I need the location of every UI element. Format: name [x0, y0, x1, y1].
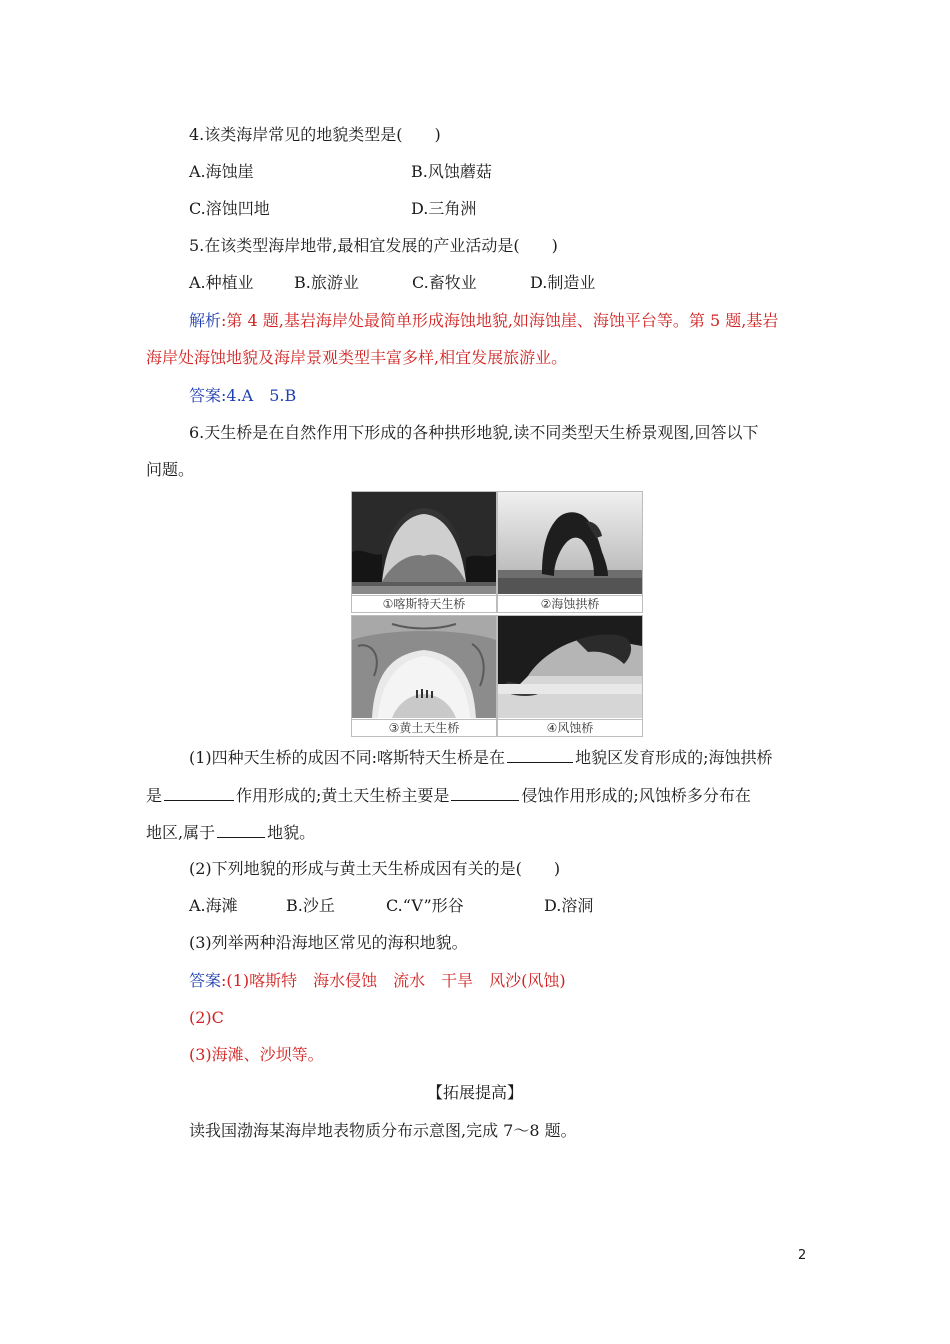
q4-stem: 4.该类海岸常见的地貌类型是( ): [189, 125, 441, 144]
q4-options-row2: [189, 198, 476, 220]
analysis-line2: 海岸处海蚀地貌及海岸景观类型丰富多样,相宜发展旅游业。: [146, 348, 568, 367]
natural-bridge-figure: [351, 491, 644, 736]
q5-option-d: D.制造业: [530, 273, 596, 292]
q6-sub2-stem: (2)下列地貌的形成与黄土天生桥成因有关的是( ): [189, 859, 561, 878]
q4-options-row1: [189, 161, 492, 183]
blank-2[interactable]: [164, 784, 234, 801]
q6-sub3-stem: (3)列举两种沿海地区常见的海积地貌。: [189, 933, 468, 952]
q6-sub1-part3: 是: [146, 786, 163, 805]
q6-answer-text-1: :(1)喀斯特 海水侵蚀 流水 干旱 风沙(风蚀): [221, 971, 566, 990]
q6-sub1-line2: [146, 784, 751, 807]
figure-caption-karst: ①喀斯特天生桥: [352, 595, 496, 613]
intro-7-8: 读我国渤海某海岸地表物质分布示意图,完成 7～8 题。: [189, 1121, 577, 1140]
q6-sub1-part5: 侵蚀作用形成的;风蚀桥多分布在: [521, 786, 751, 805]
q4-option-b: B.风蚀蘑菇: [411, 162, 492, 181]
blank-1[interactable]: [507, 746, 573, 763]
q5-options: [189, 272, 595, 294]
q6-sub2-option-d: D.溶洞: [544, 896, 594, 915]
q6-sub2-option-c: C.“V”形谷: [386, 896, 464, 915]
analysis-text-1: :第 4 题,基岩海岸处最简单形成海蚀地貌,如海蚀崖、海蚀平台等。第 5 题,基岩: [221, 311, 779, 330]
q6-sub1-part4: 作用形成的;黄土天生桥主要是: [236, 786, 450, 805]
analysis-line1: [189, 310, 778, 332]
q6-sub2-options: [189, 895, 593, 917]
q6-sub1-part1: (1)四种天生桥的成因不同:喀斯特天生桥是在: [189, 748, 506, 767]
q6-answer-line3: (3)海滩、沙坝等。: [189, 1045, 324, 1064]
q6-sub1-part6: 地区,属于: [146, 823, 216, 842]
answer-45-label: 答案: [189, 386, 222, 405]
q5-option-c: C.畜牧业: [412, 273, 477, 292]
figure-panel-loess: [351, 615, 497, 737]
q4-option-d: D.三角洲: [411, 199, 477, 218]
page-number: 2: [798, 1248, 807, 1263]
q5-option-b: B.旅游业: [294, 273, 359, 292]
q6-sub1-line3: [146, 821, 315, 844]
karst-bridge-photo: [352, 492, 496, 594]
q6-sub2-option-b: B.沙丘: [286, 896, 335, 915]
q6-answer-line2: (2)C: [189, 1008, 224, 1027]
q6-stem-line2: 问题。: [146, 460, 195, 479]
sea-arch-photo: [498, 492, 642, 594]
answer-45: [189, 385, 296, 407]
q6-sub2-option-a: A.海滩: [189, 896, 238, 915]
figure-caption-loess: ③黄土天生桥: [352, 719, 496, 737]
figure-caption-sea-arch: ②海蚀拱桥: [498, 595, 642, 613]
q6-answer-line1: [189, 970, 566, 992]
analysis-label: 解析: [189, 311, 222, 330]
figure-panel-sea-arch: [497, 491, 643, 613]
q6-stem-line1: 6.天生桥是在自然作用下形成的各种拱形地貌,读不同类型天生桥景观图,回答以下: [189, 423, 759, 442]
q6-answer-label: 答案: [189, 971, 222, 990]
answer-45-text: :4.A 5.B: [221, 386, 297, 405]
figure-panel-karst: [351, 491, 497, 613]
blank-3[interactable]: [451, 784, 519, 801]
q6-sub1-part2: 地貌区发育形成的;海蚀拱桥: [575, 748, 773, 767]
q5-option-a: A.种植业: [189, 273, 254, 292]
q4-option-c: C.溶蚀凹地: [189, 199, 270, 218]
q6-sub1-part7: 地貌。: [267, 823, 316, 842]
q5-stem: 5.在该类型海岸地带,最相宜发展的产业活动是( ): [189, 236, 558, 255]
wind-bridge-photo: [498, 616, 642, 718]
section-title: 【拓展提高】: [426, 1083, 523, 1102]
q6-sub1-line1: [189, 746, 772, 769]
q4-option-a: A.海蚀崖: [189, 162, 254, 181]
blank-4[interactable]: [217, 821, 265, 838]
figure-caption-wind: ④风蚀桥: [498, 719, 642, 737]
loess-bridge-photo: [352, 616, 496, 718]
figure-panel-wind: [497, 615, 643, 737]
